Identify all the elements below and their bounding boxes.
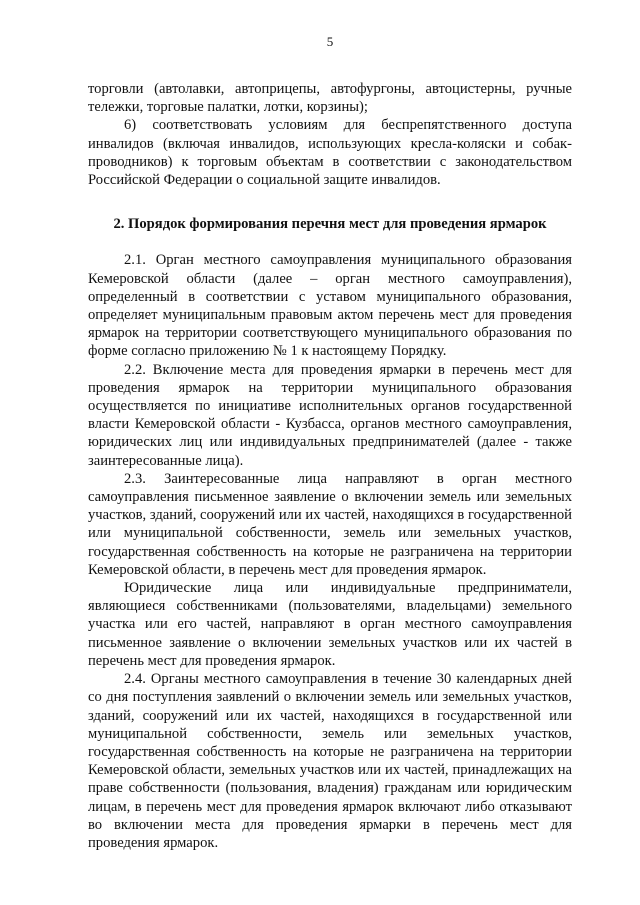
paragraph-2-3-continued: Юридические лица или индивидуальные предприниматели, являющиеся собственниками (пользователями, владельцами) земельного участка или его частей, направляют в орган местного самоуправления письменное заявление о включении земельных участков или их частей в перечень мест для проведения ярмарок. bbox=[88, 580, 572, 669]
page-number: 5 bbox=[326, 34, 334, 49]
section-2-heading: 2. Порядок формирования перечня мест для проведения ярмарок bbox=[113, 216, 547, 233]
paragraph-2-2: 2.2. Включение места для проведения ярмарки в перечень мест для проведения ярмарок на территории муниципального образования осуществляется по инициативе исполнительных органов государственной власти Кемеровской области - Кузбасса, органов местного самоуправления, юридических лиц или индивидуальных предпринимателей (далее - также заинтересованные лица). bbox=[88, 361, 572, 469]
paragraph-2-4: 2.4. Органы местного самоуправления в течение 30 календарных дней со дня поступления заявлений о включении земель или земельных участков, зданий, сооружений или их частей, находящихся в государственной или муниципальной собственности, земель или земельных участков, государственная собственность на которые не разграничена на территории Кемеровской области, земельных участков или их частей, принадлежащих на праве собственности (пользования, владения) гражданам или юридическим лицам, в перечень мест для проведения ярмарок включают либо отказывают во включении места для проведения ярмарки в перечень мест для проведения ярмарок. bbox=[88, 671, 572, 851]
paragraph-2-1: 2.1. Орган местного самоуправления муниципального образования Кемеровской области (далее – орган местного самоуправления), определенный в соответствии с уставом муниципального образования, определяет муниципальным правовым актом перечень мест для проведения ярмарок на территории соответствующего муниципального образования по форме согласно приложению № 1 к настоящему Порядку. bbox=[88, 252, 572, 360]
paragraph-2-3: 2.3. Заинтересованные лица направляют в орган местного самоуправления письменное заявление о включении земель или земельных участков, зданий, сооружений или их частей, находящихся в государственной или муниципальной собственности, земель или земельных участков, государственная собственность на которые не разграничена на территории Кемеровской области, в перечень мест для проведения ярмарок. bbox=[88, 470, 572, 578]
document-page bbox=[88, 34, 572, 852]
paragraph-trade-types: торговли (автолавки, автоприцепы, автофургоны, автоцистерны, ручные тележки, торговые палатки, лотки, корзины); bbox=[88, 81, 572, 116]
paragraph-item-6: 6) соответствовать условиям для беспрепятственного доступа инвалидов (включая инвалидов, использующих кресла-коляски и собак-проводников) к торговым объектам в соответствии с законодательством Российской Федерации о социальной защите инвалидов. bbox=[88, 117, 572, 189]
